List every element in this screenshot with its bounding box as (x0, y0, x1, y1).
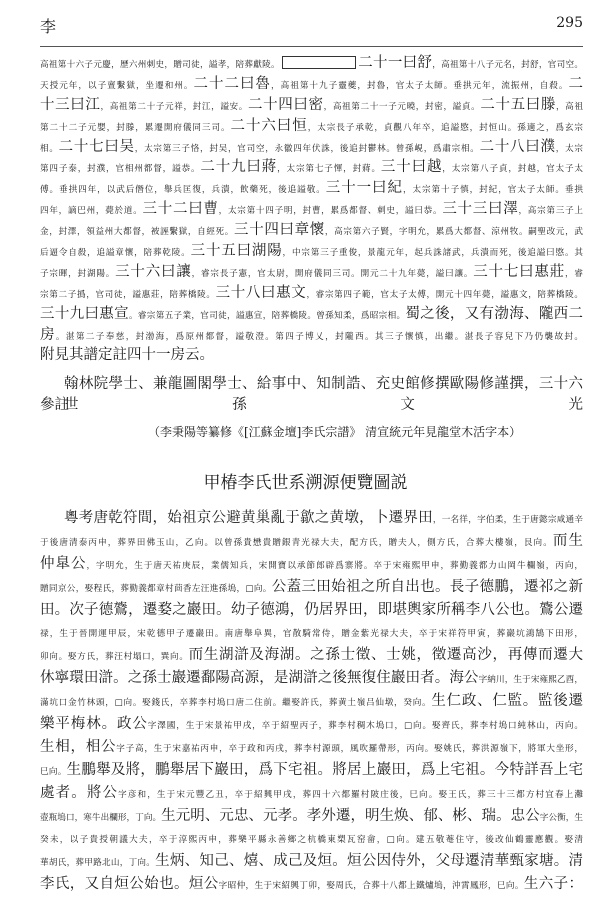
text-line (40, 712, 583, 735)
genealogy-preface-text (40, 52, 583, 365)
annotation-text: ，高祖第二十子元祥，封江，謚安。 (100, 101, 248, 112)
text-line (40, 826, 583, 849)
main-text: 生相，相公 (40, 738, 117, 755)
page-number: 295 (556, 15, 583, 31)
annotation-text: ，太宗第十四子明，封曹，累爲都督、刺史，謚曰恭。 (218, 206, 443, 217)
text-line (40, 506, 583, 529)
annotation-text: ，高宗第三子上 (518, 206, 583, 217)
main-text: 二十一曰舒 (357, 55, 433, 71)
annotation-text: 相。 (40, 143, 59, 154)
main-text: 二十二曰魯 (193, 75, 272, 92)
annotation-text: 字彦和，生于宋元豐乙丑，卒于紹興甲戌，葬四十六都羅村陂庄後，巳向。娶王氏，葬三十三都方村宜春上灘 (118, 789, 583, 800)
annotation-text: 贈同京公，娶程氏，葬勤義都章村茴香左汪進孫塢，□向。 (40, 583, 272, 594)
text-line (40, 758, 583, 781)
annotation-text: ，高祖第十八子元名，封舒，官司空。 (432, 60, 583, 70)
main-text: 公蓋三田始祖之所自出也。長子德鵬，遷祁之新 (271, 578, 583, 595)
text-line (40, 136, 583, 157)
annotation-text: ，太宗長子承乾，貞觀八年卒，追謚愍，封恒山。孫適之，爲玄宗 (307, 122, 583, 133)
annotation-text: 字昭仲，生于宋紹興丁卯，娶周氏，合葬十八都上鐵爐塢，沖霄鳳形，巳向。 (218, 881, 524, 892)
main-text: 李氏，又自烜公始也。烜公 (40, 876, 219, 893)
annotation-text: 高祖第十六子元慶，歷六州刺史，贈司徒，謚孝，陪葬獻陵。 (40, 60, 280, 70)
annotation-text: 子宗暉，封湖陽。 (40, 268, 116, 279)
section-title: 甲椿李氏世系溯源便覽圖説 (203, 473, 408, 493)
text-line (40, 156, 583, 177)
annotation-text: ，睿宗第四子範，官太子太傅，開元十四年薨，謚惠文，陪葬橋陵。 (306, 289, 583, 300)
main-text: 三十五曰湖陽 (190, 243, 283, 260)
annotation-text: 字子高，生于宋嘉祐丙申，卒于政和丙戌，葬李村源頭，風吹羅帶形，丙向。娶姚氏，葬洪源嶺下，將軍大坐形， (116, 743, 583, 754)
main-text: 十三曰江 (40, 96, 101, 113)
author-signature: 翰林院學士、兼龍圖閣學士、給事中、知制誥、充史館修撰歐陽修謹撰，三十六世孫文光 (64, 376, 583, 413)
annotation-text: 癸未，以子貴授朝議大夫，卒于淳熙丙申，葬樂平縣永善鄉之杭橋東槊瓦窑畲，□向。建五敬菴住守，後改仙鶴靈應觀。娶清 (40, 835, 583, 846)
text-line (40, 177, 583, 198)
annotation-text: ，字明允，生于唐天祐庚辰，業儒知兵，宋開寶以承節郎辟爲寨將。卒于宋雍熙甲申，葬勤義都力山岡牛欄嶺，丙向， (86, 560, 583, 571)
text-line (40, 198, 583, 219)
annotation-text: ，太宗第十子慎，封紀，官太子太師。垂拱 (402, 185, 583, 196)
main-text: 二十九曰蔣 (200, 159, 278, 176)
main-text: 二十八曰濮 (479, 138, 556, 155)
text-line (40, 73, 583, 94)
text-line (40, 324, 583, 345)
text-line (40, 735, 583, 758)
main-text: 二 (568, 75, 583, 92)
main-text: 生炳、知己、熺、成己及烜。烜公因侍外，父母遷清華甄家塘。清 (155, 853, 583, 870)
main-text: 附見其譜定註四十一房云。 (40, 347, 214, 364)
annotation-text: ，太宗第七子惲，封蔣。 (277, 164, 381, 175)
main-text: 二十六曰恒 (230, 117, 308, 134)
annotation-text: 天授元年，以子亶繫獄，坐遷和州。 (40, 80, 194, 91)
text-line (40, 598, 583, 621)
main-text: 田。次子德鷟，遷婺之巖田。幼子德鴻，仍居界田，即堪輿家所稱李八公也。鷟公遷 (40, 601, 583, 618)
text-line (40, 344, 583, 365)
annotation-text: 卯向。娶方氏，葬汪村塌口，巽向。 (40, 652, 189, 663)
text-line (40, 94, 583, 115)
annotation-text: 巳向。 (40, 766, 67, 777)
main-text: 生六子： (523, 876, 583, 893)
annotation-text: 第四子泰，封濮，官相州都督，謚恭。 (40, 164, 201, 175)
annotation-text: ，高祖第十九子靈夔，封魯，官太子太師。垂拱元年，流振州，自殺。 (271, 80, 569, 91)
running-header-surname: 李 (40, 17, 57, 36)
source-citation: （李秉陽等纂修《[江蘇金壇]李氏宗譜》 清宣統元年見龍堂木活字本） (148, 425, 522, 439)
main-text: 三十六曰讓 (115, 263, 192, 280)
annotation-text: 。湛第二子奉慈，封渤海，爲原州都督，謚敬澄。第四子博乂，封隴西。其三子懷慎，出繼。湛長子容兒下乃仍襲故封。 (55, 331, 583, 342)
main-text: 休寧環田滸。之孫士巖遷鄱陽高源，是湖滸之後無復住巖田者。海公 (40, 670, 479, 687)
blank-box (282, 56, 356, 69)
text-line (40, 240, 583, 261)
text-line (40, 219, 583, 240)
annotation-text: 宗第二子撝，官司徒，謚惠莊，陪葬橋陵。 (40, 289, 216, 300)
text-line (40, 575, 583, 598)
annotation-text: 禄，生于晉開運甲辰，宋乾德甲子遷巖田。南唐舉阜異，官散騎常侍，贈金紫光禄大夫，卒于宋祥符甲寅，葬巖坑鴻鵠下田形， (40, 629, 583, 640)
header-rule (40, 46, 583, 47)
main-text: 三十一曰紀 (325, 180, 403, 197)
annotation-text: ，高宗第六子賢，字明允，累爲大都督、涼州牧。嗣聖改元，武 (324, 227, 583, 238)
annotation-text: ，高祖 (555, 101, 583, 112)
annotation-text: 金，封澤，領益州大都督，被誣繫獄，自經死。 (40, 227, 235, 238)
main-text: 三十三曰澤 (442, 201, 519, 218)
main-text: 而生 (552, 532, 583, 549)
main-text: 二十四曰密 (248, 96, 324, 113)
main-text: 三十曰越 (380, 159, 443, 176)
main-text: 處者。將公 (40, 784, 119, 801)
text-line (40, 52, 583, 73)
annotation-text: 傅。垂拱四年，以武后僭位，舉兵匡復，兵潰，飲藥死，後追謚敬。 (40, 185, 326, 196)
text-line (40, 804, 583, 827)
main-text: 三十四曰章懷 (234, 222, 325, 239)
annotation-text: 華胡氏，葬甲路北山，丁向。 (40, 858, 156, 869)
annotation-text: ，中宗第三子重俊，景龍元年，起兵誅諸武，兵潰而死，後追謚曰愍。其 (282, 248, 583, 259)
main-text: 蜀之後，又有渤海、隴西二 (405, 305, 583, 322)
annotation-text: 字納川，生于宋雍熙乙酉， (478, 675, 583, 686)
annotation-text: ，睿宗長子憲，官太尉，開府儀同三司。開元二十九年薨，謚曰讓。 (191, 268, 474, 279)
main-text: 房 (40, 326, 56, 343)
annotation-text: 于後唐清泰丙申，葬界田佛玉山，乙向。以曾孫貴懋貴贈銀青光禄大夫，配方氏，贈夫人，側方氏，合葬大樓嶺，艮向。 (40, 537, 553, 548)
main-text: 生元明、元忠、元孝。孝外遷，明生焕、郁、彬、瑞。忠公 (161, 807, 540, 824)
annotation-text: 字澤國，生于宋景祐甲戌，卒于紹聖丙子，葬李村稠木塢口，□向。娶齊氏，葬李村塢口純林山，丙向。 (147, 721, 583, 732)
text-line (40, 620, 583, 643)
annotation-text: 后逼令自殺，追謚章懷，陪葬乾陵。 (40, 248, 191, 259)
author-signature-continued: 參註 (40, 397, 69, 413)
main-text: 樂平梅林。政公 (40, 716, 148, 733)
annotation-text: 。睿宗第五子業，官司徒，謚惠宣，陪葬橋陵。曾孫知柔，爲昭宗相。 (128, 310, 406, 321)
main-text: 粵考唐乾符間，始祖京公避黄巢亂于歙之黄墩，卜遷界田 (64, 510, 433, 526)
main-text: 三十八曰惠文 (215, 284, 307, 301)
main-text: 三十九曰惠宣 (40, 305, 129, 322)
text-line (40, 261, 583, 282)
text-line (40, 643, 583, 666)
main-text: 二十七曰吴 (58, 138, 135, 155)
text-line (40, 666, 583, 689)
text-line (40, 781, 583, 804)
main-text: 生鵬舉及將，鵬舉居下巖田，爲下宅祖。將居上巖田，爲上宅祖。今特詳吾上宅 (66, 761, 583, 778)
main-text: 二十五曰滕 (480, 96, 556, 113)
text-line (40, 303, 583, 324)
text-line (40, 689, 583, 712)
annotation-text: ，太宗第三子恪，封吴，官司空，永徽四年伏誅，後追封鬱林。曾孫峴，爲肅宗相。 (134, 143, 480, 154)
main-text: 三十七曰惠莊 (473, 263, 565, 280)
annotation-text: 滿坑口金竹林頭，□向。娶錢氏，卒葬李村塢口唐二住前。繼娶許氏，葬黄土嶺吕仙墩，癸向。 (40, 698, 432, 709)
annotation-text: ，太宗第八子貞，封越，官太子太 (442, 164, 583, 175)
lineage-origin-text (40, 506, 583, 895)
annotation-text: ，睿 (565, 268, 583, 279)
main-text: 仲臯公 (40, 555, 87, 572)
text-line (40, 115, 583, 136)
text-line (40, 282, 583, 303)
annotation-text: 四年，謫巴州，薨於道。 (40, 206, 143, 217)
main-text: 三十二曰曹 (142, 201, 219, 218)
annotation-text: ，太宗 (555, 143, 583, 154)
main-text: 而生湖滸及海湖。之孫士徵、士姚，徵遷高沙，再傳而遷大 (188, 647, 583, 664)
text-line (40, 529, 583, 552)
annotation-text: 第二十二子元嬰，封滕，累遷開府儀同三司。 (40, 122, 231, 133)
annotation-text: 字公衡，生 (539, 812, 583, 823)
text-line (40, 872, 583, 895)
annotation-text: ，高祖第二十一子元曉，封密，謚貞。 (323, 101, 481, 112)
annotation-text: ，一名徉，字伯柔，生于唐懿宗咸通辛 (432, 515, 583, 525)
annotation-text: 壺瓶塢口，寒牛出欄形，丁向。 (40, 812, 162, 823)
main-text: 生仁政、仁監。監後遷 (431, 693, 583, 710)
text-line (40, 552, 583, 575)
text-line (40, 849, 583, 872)
